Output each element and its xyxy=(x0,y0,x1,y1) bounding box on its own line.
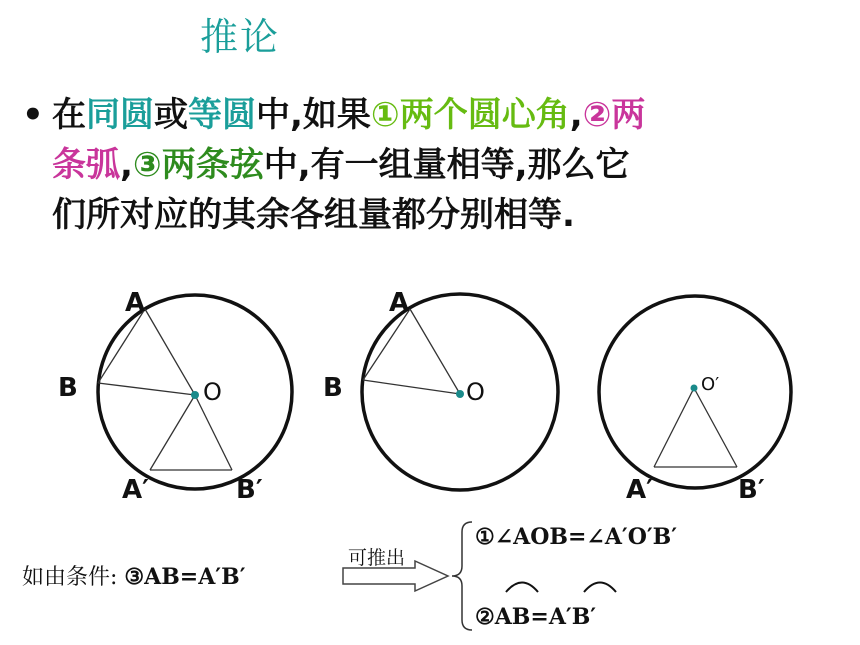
bullet-dot: • xyxy=(22,95,44,135)
radius-OA xyxy=(145,309,195,395)
label-O: O xyxy=(203,378,222,406)
result-arc: ②AB=A′B′ xyxy=(475,604,597,630)
label-A-prime: A′ xyxy=(122,475,149,505)
radius-OB xyxy=(98,383,195,395)
figure-3 xyxy=(599,296,791,505)
figure-2 xyxy=(323,288,558,490)
label-B: B xyxy=(323,373,343,403)
text-segment: 们所对应的其余各组量都分别相等. xyxy=(52,195,575,235)
arc-symbol-icon xyxy=(584,583,616,593)
text-segment: 中,如果 xyxy=(256,95,371,135)
radius-OB-prime xyxy=(195,395,232,470)
deduce-label: 可推出 xyxy=(348,547,406,569)
radius-O-prime-B-prime xyxy=(694,388,737,467)
brace-icon xyxy=(452,522,472,630)
arc-symbol-icon xyxy=(506,583,538,593)
term-arcs-part1: ②两 xyxy=(582,95,646,135)
label-A: A xyxy=(389,288,410,318)
text-segment: 在 xyxy=(52,95,86,135)
circle-3 xyxy=(599,296,791,488)
term-same-circle: 同圆 xyxy=(86,95,154,135)
label-B-prime: B′ xyxy=(738,475,765,505)
chord-AB xyxy=(363,309,410,380)
text-segment: 中,有一组量相等,那么它 xyxy=(263,145,630,185)
label-A-prime: A′ xyxy=(626,475,653,505)
text-segment: , xyxy=(120,145,133,185)
text-segment: , xyxy=(569,95,583,135)
condition-text xyxy=(22,560,246,591)
label-O-prime: O′ xyxy=(701,374,720,395)
text-segment: 或 xyxy=(154,95,188,135)
radius-OB xyxy=(363,380,460,394)
term-chords: ③两条弦 xyxy=(132,145,264,185)
label-B: B xyxy=(58,373,78,403)
radius-OA-prime xyxy=(150,395,195,470)
radius-O-prime-A-prime xyxy=(654,388,694,467)
label-O: O xyxy=(466,378,485,406)
chord-AB xyxy=(98,309,145,383)
term-arcs-part2: 条弧 xyxy=(52,145,120,185)
center-point xyxy=(191,391,199,399)
center-point xyxy=(456,390,464,398)
radius-OA xyxy=(410,309,460,394)
figure-1 xyxy=(58,288,292,505)
condition-prefix: 如由条件: xyxy=(22,565,125,590)
label-A: A xyxy=(125,288,146,318)
term-central-angles: ①两个圆心角 xyxy=(370,95,570,135)
term-equal-circles: 等圆 xyxy=(188,95,256,135)
center-point xyxy=(691,385,698,392)
condition-value: ③AB=A′B′ xyxy=(124,564,246,590)
page-title: 推论 xyxy=(200,15,281,59)
label-B-prime: B′ xyxy=(236,475,263,505)
result-angle: ①∠AOB=∠A′O′B′ xyxy=(475,524,678,550)
